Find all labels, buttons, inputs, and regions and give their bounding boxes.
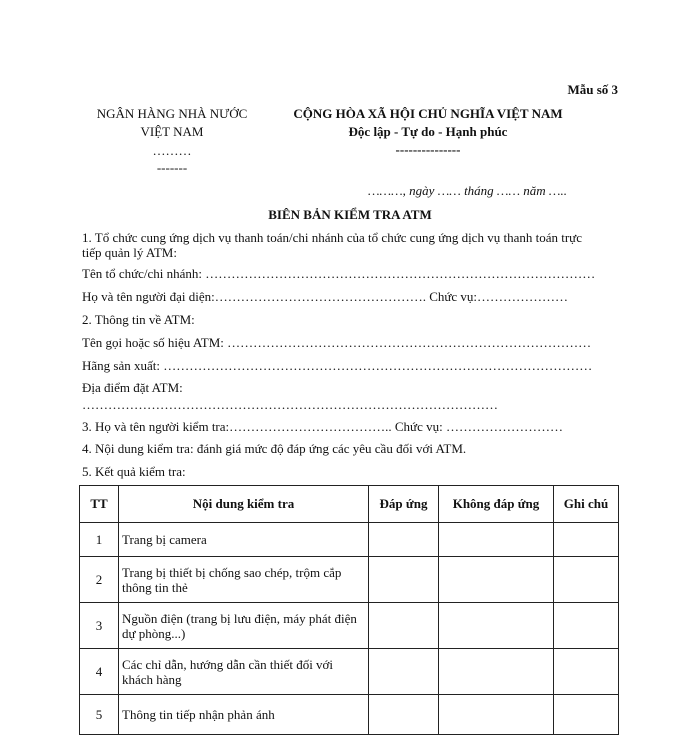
table-row <box>80 649 619 695</box>
agency-name-line1: NGÂN HÀNG NHÀ NƯỚC <box>96 106 248 121</box>
notes-cell[interactable] <box>554 603 619 649</box>
document-title: BIÊN BẢN KIỂM TRA ATM <box>268 207 432 222</box>
date-line: ………, ngày …… tháng …… năm ….. <box>368 183 567 198</box>
atm-id-field: Tên gọi hoặc số hiệu ATM: ………………………………………………………………………… <box>82 335 592 350</box>
section-5-heading: 5. Kết quả kiểm tra: <box>82 464 186 479</box>
agency-name-line2: VIỆT NAM <box>140 124 204 139</box>
row-content: Trang bị camera <box>119 523 369 557</box>
inspector-field: 3. Họ và tên người kiểm tra:……………………………….. Chức vụ: ……………………… <box>82 419 563 434</box>
row-content: Các chỉ dẫn, hướng dẫn cần thiết đối với khách hàng <box>119 649 369 695</box>
not-meets-cell[interactable] <box>439 649 554 695</box>
row-content: Trang bị thiết bị chống sao chép, trộm cắp thông tin thẻ <box>119 557 369 603</box>
notes-cell[interactable] <box>554 649 619 695</box>
not-meets-cell[interactable] <box>439 695 554 735</box>
row-content: Thông tin tiếp nhận phản ánh <box>119 695 369 735</box>
not-meets-cell[interactable] <box>439 523 554 557</box>
manufacturer-field: Hãng sản xuất: ……………………………………………………………………………………… <box>82 358 593 373</box>
left-header <box>82 106 262 176</box>
section-2-heading: 2. Thông tin về ATM: <box>82 312 195 327</box>
row-number: 5 <box>80 695 119 735</box>
meets-cell[interactable] <box>369 603 439 649</box>
representative-field: Họ và tên người đại diện:…………………………………………. Chức vụ:………………… <box>82 289 569 304</box>
section-1-intro-cont: tiếp quản lý ATM: <box>82 245 177 260</box>
notes-cell[interactable] <box>554 695 619 735</box>
row-number: 2 <box>80 557 119 603</box>
col-header-content: Nội dung kiểm tra <box>119 486 369 523</box>
table-header-row <box>80 486 619 523</box>
row-number: 1 <box>80 523 119 557</box>
right-header <box>278 106 578 158</box>
col-header-notes: Ghi chú <box>554 486 619 523</box>
meets-cell[interactable] <box>369 649 439 695</box>
inspection-table <box>79 485 619 735</box>
nation-title: CỘNG HÒA XÃ HỘI CHỦ NGHĨA VIỆT NAM <box>293 106 563 121</box>
atm-location-field: …………………………………………………………………………………… <box>82 397 498 412</box>
notes-cell[interactable] <box>554 557 619 603</box>
table-row <box>80 695 619 735</box>
col-header-tt: TT <box>80 486 119 523</box>
form-code: Mẫu số 3 <box>567 82 618 97</box>
row-number: 3 <box>80 603 119 649</box>
nation-divider: --------------- <box>395 142 461 157</box>
not-meets-cell[interactable] <box>439 603 554 649</box>
nation-motto: Độc lập - Tự do - Hạnh phúc <box>348 124 508 139</box>
meets-cell[interactable] <box>369 695 439 735</box>
table-row <box>80 603 619 649</box>
row-content: Nguồn điện (trang bị lưu điện, máy phát điện dự phòng...) <box>119 603 369 649</box>
col-header-not-meets: Không đáp ứng <box>439 486 554 523</box>
table-row <box>80 523 619 557</box>
agency-divider: ------- <box>156 160 188 175</box>
org-name-field: Tên tổ chức/chi nhánh: ……………………………………………………………………………… <box>82 266 596 281</box>
atm-location-label: Địa điểm đặt ATM: <box>82 380 183 395</box>
row-number: 4 <box>80 649 119 695</box>
section-1-intro: 1. Tổ chức cung ứng dịch vụ thanh toán/chi nhánh của tổ chức cung ứng dịch vụ thanh toán trực <box>82 230 582 245</box>
meets-cell[interactable] <box>369 557 439 603</box>
col-header-meets: Đáp ứng <box>369 486 439 523</box>
section-4-content: 4. Nội dung kiểm tra: đánh giá mức độ đáp ứng các yêu cầu đối với ATM. <box>82 441 467 456</box>
table-row <box>80 557 619 603</box>
notes-cell[interactable] <box>554 523 619 557</box>
not-meets-cell[interactable] <box>439 557 554 603</box>
meets-cell[interactable] <box>369 523 439 557</box>
agency-branch-placeholder: ……… <box>152 143 192 158</box>
